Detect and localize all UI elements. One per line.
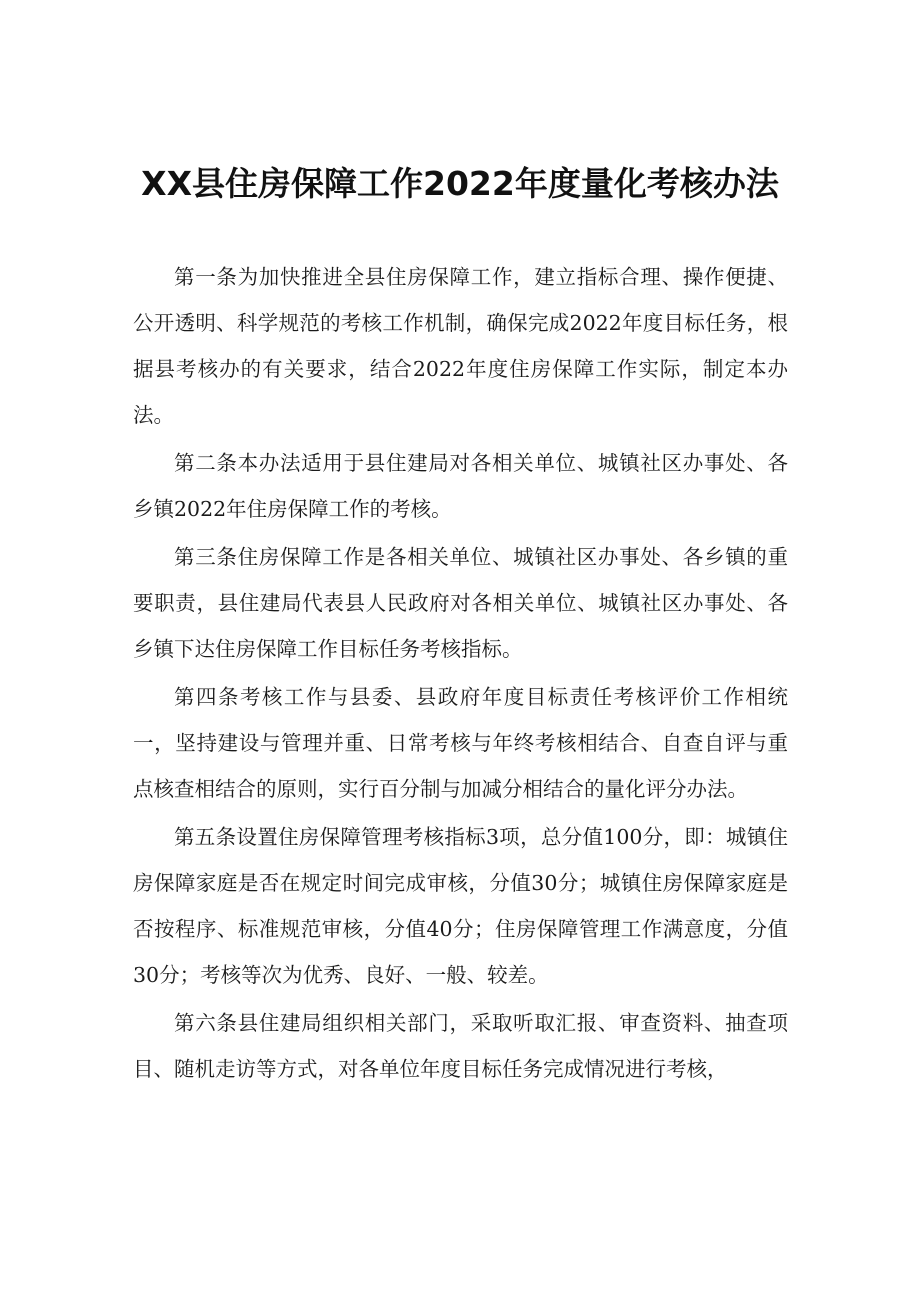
paragraph-article-6: 第六条县住建局组织相关部门，采取听取汇报、审查资料、抽查项目、随机走访等方式，对各单位年度目标任务完成情况进行考核， (133, 1011, 788, 1081)
paragraph-article-4: 第四条考核工作与县委、县政府年度目标责任考核评价工作相统一，坚持建设与管理并重、日常考核与年终考核相结合、自查自评与重点核查相结合的原则，实行百分制与加减分相结合的量化评分办法。 (133, 685, 788, 801)
document-title: XX县住房保障工作2022年度量化考核办法 (141, 164, 779, 203)
paragraph-article-2: 第二条本办法适用于县住建局对各相关单位、城镇社区办事处、各乡镇2022年住房保障工作的考核。 (133, 451, 788, 521)
document-body (133, 254, 788, 1092)
paragraph-article-5: 第五条设置住房保障管理考核指标3项，总分值100分，即：城镇住房保障家庭是否在规定时间完成审核，分值30分；城镇住房保障家庭是否按程序、标准规范审核，分值40分；住房保障管理工作满意度，分值30分；考核等次为优秀、良好、一般、较差。 (133, 825, 788, 987)
paragraph-article-1: 第一条为加快推进全县住房保障工作，建立指标合理、操作便捷、公开透明、科学规范的考核工作机制，确保完成2022年度目标任务，根据县考核办的有关要求，结合2022年度住房保障工作实际，制定本办法。 (133, 265, 788, 427)
paragraph-article-3: 第三条住房保障工作是各相关单位、城镇社区办事处、各乡镇的重要职责，县住建局代表县人民政府对各相关单位、城镇社区办事处、各乡镇下达住房保障工作目标任务考核指标。 (133, 545, 788, 661)
